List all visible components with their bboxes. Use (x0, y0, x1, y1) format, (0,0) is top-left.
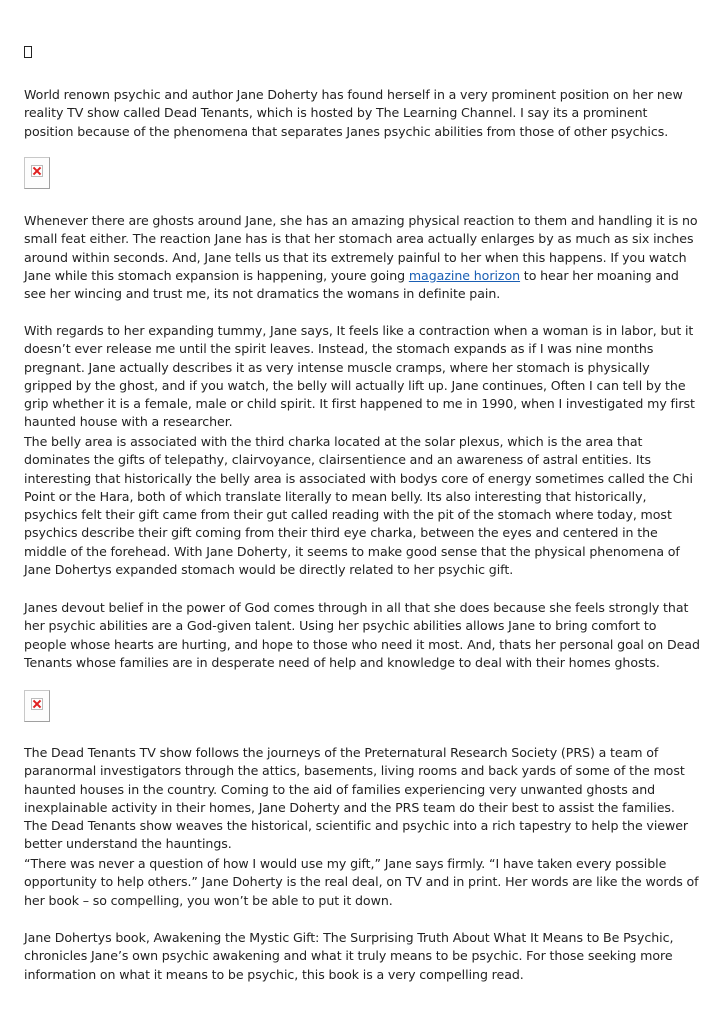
paragraph-belly-chakra: The belly area is associated with the third charka located at the solar plexus, which is the area that dominates the gifts of telepathy, clairvoyance, clairsentience and an awareness of astral entities. Its interesting that historically the belly area is associated with bodys core of energy sometimes called the Chi Point or the Hara, both of which translate literally to mean belly. Its also interesting that historically, psychics felt their gift came from their gut called reading with the pit of the stomach where today, most psychics describe their gift coming from their third eye charka, between the eyes and centered in the middle of the forehead. With Jane Doherty, it seems to make good sense that the physical phenomena of Jane Dohertys expanded stomach would be directly related to her psychic gift. (24, 434, 693, 578)
broken-image-icon (24, 690, 50, 722)
broken-image-x-icon (31, 698, 43, 710)
missing-glyph-icon (24, 46, 32, 58)
paragraph-devout-belief: Janes devout belief in the power of God comes through in all that she does because she feels strongly that her psychic abilities are a God-given talent. Using her psychic abilities allows Jane to bring comfort to people whose hearts are hurting, and hope to those who need it most. And, thats her personal goal on Dead Tenants whose families are in desperate need of help and knowledge to deal with their homes ghosts. (24, 600, 700, 670)
broken-image-x-icon (31, 165, 43, 177)
broken-image-icon (24, 157, 50, 189)
paragraph-quote: “There was never a question of how I would use my gift,” Jane says firmly. “I have taken every possible opportunity to help others.” Jane Doherty is the real deal, on TV and in print. Her words are like the words of her book – so compelling, you won’t be able to put it down. (24, 856, 699, 908)
paragraph-book: Jane Dohertys book, Awakening the Mystic Gift: The Surprising Truth About What It Means to Be Psychic, chronicles Jane’s own psychic awakening and what it truly means to be psychic. For those seeking more information on what it means to be psychic, this book is a very compelling read. (24, 930, 674, 982)
magazine-horizon-link[interactable]: magazine horizon (408, 267, 521, 283)
paragraph-intro: World renown psychic and author Jane Doherty has found herself in a very prominent position on her new reality TV show called Dead Tenants, which is hosted by The Learning Channel. I say its a prominent position because of the phenomena that separates Janes psychic abilities from those of other psychics. (24, 87, 683, 139)
paragraph-dead-tenants-show: The Dead Tenants TV show follows the journeys of the Preternatural Research Society (PRS) a team of paranormal investigators through the attics, basements, living rooms and back yards of some of the most haunted houses in the country. Coming to the aid of families experiencing very unwanted ghosts and inexplainable activity in their homes, Jane Doherty and the PRS team do their best to assist the families. The Dead Tenants show weaves the historical, scientific and psychic into a rich tapestry to help the viewer better understand the hauntings. (24, 745, 689, 852)
paragraph-stomach-reaction (24, 212, 700, 303)
paragraph-text: Whenever there are ghosts around Jane, she has an amazing physical reaction to them and handling it is no small feat either. The reaction Jane has is that her stomach area actually enlarges by as much as six inches around within seconds. And, Jane tells us that its extremely painful to her when this happens. If you watch Jane while this stomach expansion is happening, youre going (24, 213, 698, 283)
paragraph-expanding-tummy: With regards to her expanding tummy, Jane says, It feels like a contraction when a woman is in labor, but it doesn’t ever release me until the spirit leaves. Instead, the stomach expands as if I was nine months pregnant. Jane actually describes it as very intense muscle cramps, where her stomach is physically gripped by the ghost, and if you watch, the belly will actually lift up. Jane continues, Often I can tell by the grip whether it is a female, male or child spirit. It first happened to me in 1990, when I investigated my first haunted house with a researcher. (24, 323, 695, 430)
paragraph-text: to hear her moaning and see her wincing and trust me, its not dramatics the womans in definite pain. (24, 267, 679, 302)
